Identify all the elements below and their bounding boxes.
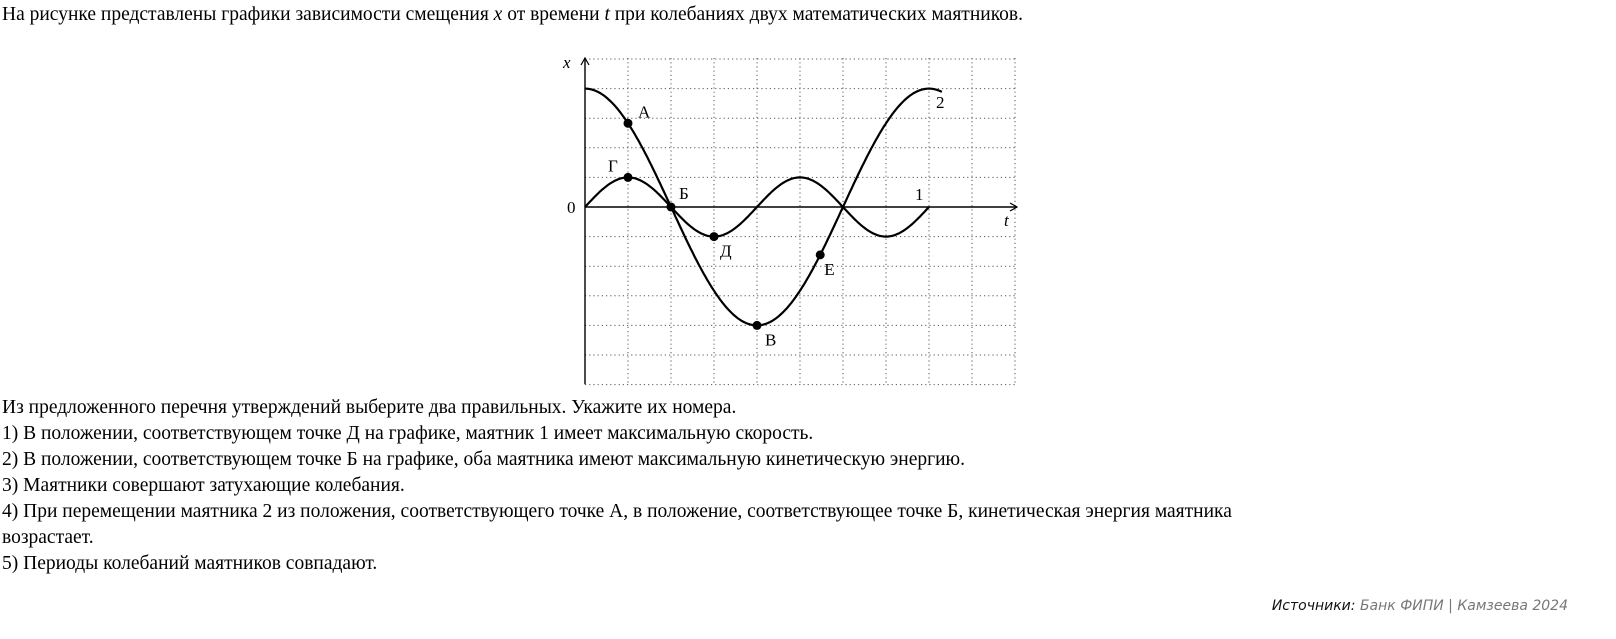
point-4: [753, 321, 762, 330]
points: [608, 102, 835, 349]
x-axis-label: t: [1004, 211, 1009, 230]
point-label: Е: [824, 259, 835, 279]
point-5: [816, 250, 825, 259]
point-1: [624, 173, 633, 182]
source: [1272, 598, 1568, 614]
point-3: [710, 232, 719, 241]
var-t: t: [604, 4, 610, 25]
option-5: 5) Периоды колебаний маятников совпадают.: [2, 553, 378, 574]
point-label: В: [765, 330, 777, 350]
point-label: Г: [608, 156, 618, 176]
intro-text: при колебаниях двух математических маятников.: [609, 4, 1024, 25]
series-label-2: 2: [936, 93, 945, 112]
y-axis-label: x: [563, 53, 571, 72]
var-x: x: [493, 4, 503, 25]
source-value: Банк ФИПИ | Камзеева 2024: [1359, 598, 1568, 614]
intro-text: от времени: [502, 4, 605, 25]
source-label: Источники:: [1271, 598, 1356, 614]
origin-label: 0: [567, 198, 576, 217]
intro-text: На рисунке представлены графики зависимости смещения: [2, 4, 494, 25]
series-label-1: 1: [915, 185, 924, 204]
question-prompt: Из предложенного перечня утверждений выберите два правильных. Укажите их номера.: [2, 397, 737, 418]
point-label: Б: [679, 184, 689, 203]
option-4-cont: возрастает.: [2, 527, 94, 548]
option-1: 1) В положении, соответствующем точке Д на графике, маятник 1 имеет максимальную скорость.: [2, 423, 814, 444]
point-2: [667, 203, 676, 212]
option-3: 3) Маятники совершают затухающие колебания.: [2, 475, 405, 496]
point-label: А: [638, 102, 651, 122]
option-4: 4) При перемещении маятника 2 из положения, соответствующего точке А, в положение, соответствующее точке Б, кинетическая энергия маятника: [2, 501, 1232, 522]
point-0: [624, 119, 633, 128]
option-2: 2) В положении, соответствующем точке Б на графике, оба маятника имеют максимальную кинетическую энергию.: [2, 449, 965, 470]
point-label: Д: [720, 241, 732, 261]
